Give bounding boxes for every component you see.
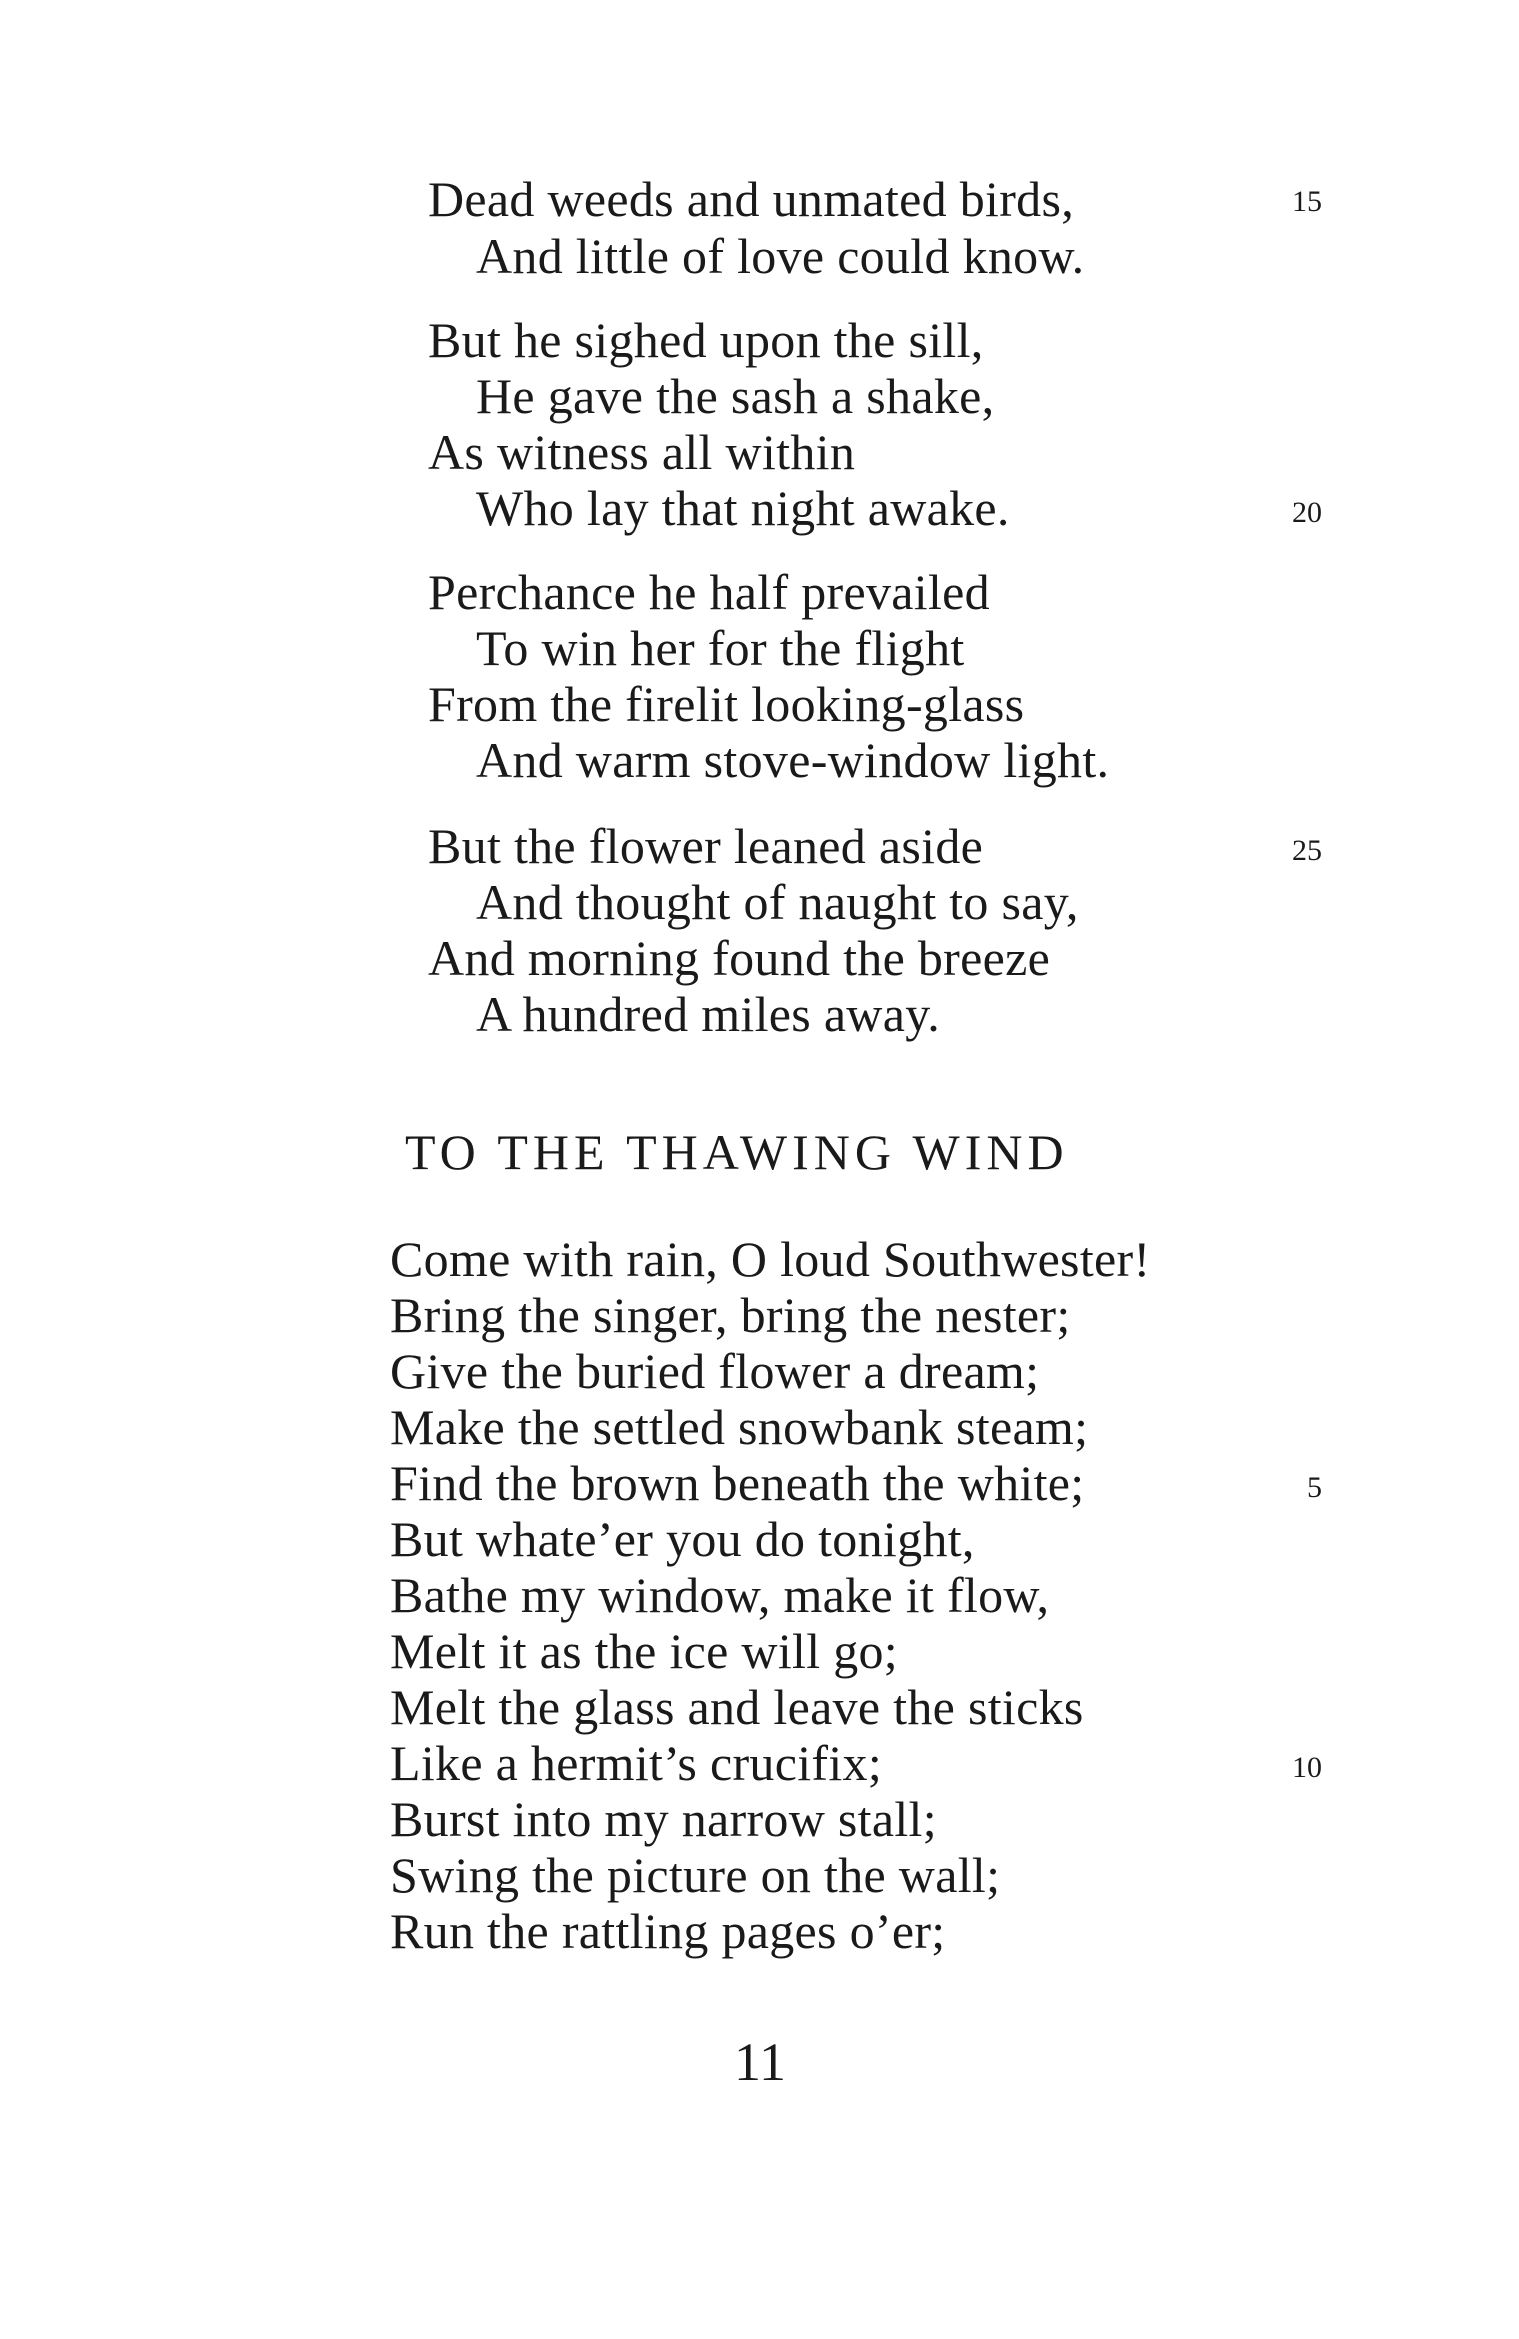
verse-line: A hundred miles away.: [476, 986, 941, 1042]
verse-line: But whate’er you do tonight,: [390, 1511, 975, 1567]
verse-line: Perchance he half prevailed: [428, 564, 990, 620]
verse-line: Dead weeds and unmated birds,: [428, 171, 1075, 227]
verse-line: And little of love could know.: [476, 228, 1085, 284]
verse-line: Bathe my window, make it flow,: [390, 1567, 1050, 1623]
verse-line: As witness all within: [428, 424, 856, 480]
line-number: 15: [1292, 185, 1322, 218]
verse-line: Run the rattling pages o’er;: [390, 1903, 946, 1959]
verse-line: But he sighed upon the sill,: [428, 312, 984, 368]
line-number: 25: [1292, 834, 1322, 867]
verse-line: He gave the sash a shake,: [476, 368, 995, 424]
verse-line: Come with rain, O loud Southwester!: [390, 1231, 1151, 1287]
verse-line: Give the buried flower a dream;: [390, 1343, 1040, 1399]
verse-line: Bring the singer, bring the nester;: [390, 1287, 1071, 1343]
verse-line: And thought of naught to say,: [476, 874, 1079, 930]
verse-line: Find the brown beneath the white;: [390, 1455, 1085, 1511]
verse-line: Burst into my narrow stall;: [390, 1791, 937, 1847]
verse-line: Melt the glass and leave the sticks: [390, 1679, 1084, 1735]
verse-line: But the flower leaned aside: [428, 818, 984, 874]
line-number: 5: [1307, 1471, 1322, 1504]
verse-line: To win her for the flight: [476, 620, 965, 676]
verse-line: Who lay that night awake.: [476, 480, 1010, 536]
verse-line: Like a hermit’s crucifix;: [390, 1735, 883, 1791]
verse-line: And warm stove-window light.: [476, 732, 1110, 788]
verse-line: Swing the picture on the wall;: [390, 1847, 1001, 1903]
poem-title: TO THE THAWING WIND: [405, 1124, 1069, 1180]
verse-line: Make the settled snowbank steam;: [390, 1399, 1089, 1455]
line-number: 10: [1292, 1751, 1322, 1784]
page-number: 11: [734, 2032, 786, 2092]
line-number: 20: [1292, 496, 1322, 529]
verse-line: And morning found the breeze: [428, 930, 1051, 986]
verse-line: Melt it as the ice will go;: [390, 1623, 899, 1679]
verse-line: From the firelit looking-glass: [428, 676, 1025, 732]
